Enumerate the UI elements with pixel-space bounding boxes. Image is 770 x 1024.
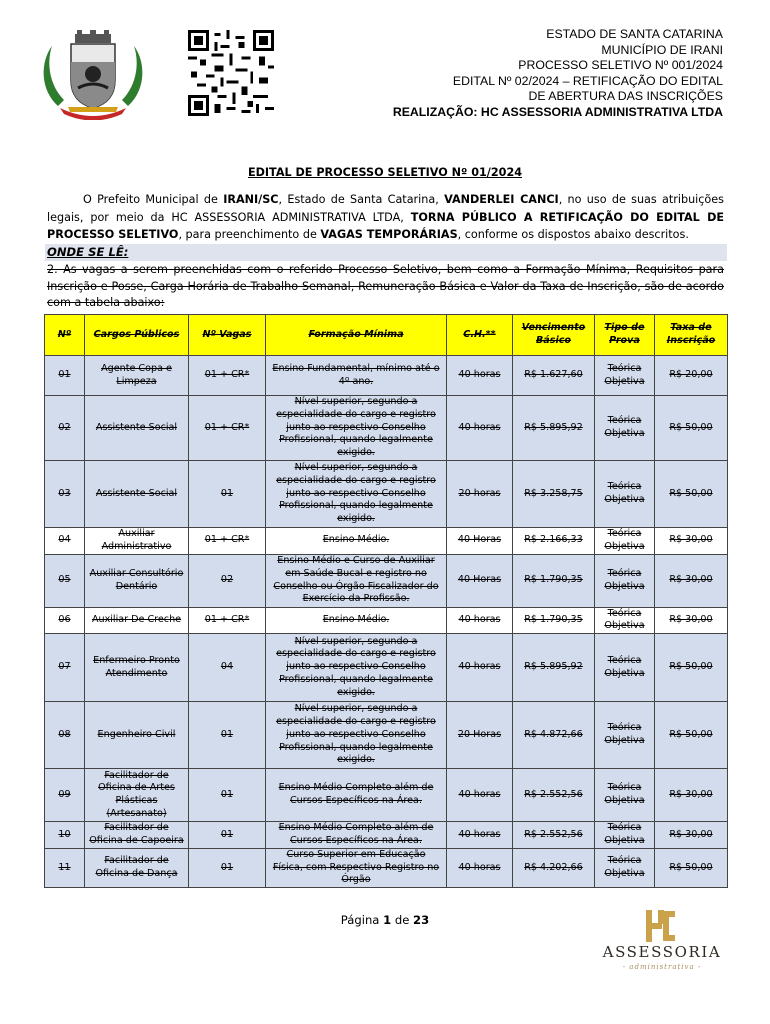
cell-formacao: Ensino Médio. xyxy=(266,607,447,634)
cell-vencimento: R$ 1.790,35 xyxy=(513,554,595,607)
intro-text: , no uso de suas atribuições legais, por meio da HC ASSESSORIA ADMINISTRATIVA LTDA, xyxy=(47,193,724,224)
cell-vagas: 01 + CR* xyxy=(189,528,266,555)
cell-formacao: Nível superior, segundo a especialidade do cargo e registro junto ao respectivo Conselho Profissional, quando legalmente exigido. xyxy=(266,702,447,769)
intro-text: , conforme os dispostos abaixo descritos. xyxy=(457,228,689,241)
vagas-table xyxy=(44,314,728,888)
cell-formacao: Nível superior, segundo a especialidade do cargo e registro junto ao respectivo Conselho Profissional, quando legalmente exigido. xyxy=(266,634,447,702)
cell-cargo: Assistente Social xyxy=(85,396,189,461)
cell-numero: 07 xyxy=(45,634,85,702)
document-header xyxy=(393,27,723,120)
item-2-paragraph: 2. As vagas a serem preenchidas com o referido Processo Seletivo, bem como a Formação Mínima, Requisitos para Inscrição e Posse, Carga Horária de Trabalho Semanal, Remuneração Básica e Valor da Taxa de Inscrição, são de acordo com a tabela abaixo: xyxy=(47,263,724,309)
cell-tipo-prova: Teórica Objetiva xyxy=(595,634,655,702)
cell-formacao: Nível superior, segundo a especialidade do cargo e registro junto ao respectivo Conselho Profissional, quando legalmente exigido. xyxy=(266,396,447,461)
intro-mayor: VANDERLEI CANCI xyxy=(444,193,559,206)
table-row xyxy=(45,396,728,461)
cell-numero: 04 xyxy=(45,528,85,555)
cell-tipo-prova: Teórica Objetiva xyxy=(595,396,655,461)
header-cell-numero: Nº xyxy=(45,315,85,356)
cell-cargo: Enfermeiro Pronto Atendimento xyxy=(85,634,189,702)
cell-taxa: R$ 50,00 xyxy=(655,396,728,461)
table-row xyxy=(45,554,728,607)
intro-announcement: TORNA PÚBLICO A RETIFICAÇÃO DO EDITAL DE PROCESSO SELETIVO xyxy=(47,210,724,241)
cell-taxa: R$ 50,00 xyxy=(655,634,728,702)
municipal-crest-emblem xyxy=(38,28,148,120)
cell-taxa: R$ 30,00 xyxy=(655,769,728,822)
cell-cargo: Facilitador de Oficina de Capoeira xyxy=(85,822,189,849)
cell-ch: 40 Horas xyxy=(447,528,513,555)
header-process: PROCESSO SELETIVO Nº 001/2024 xyxy=(518,58,723,72)
cell-vagas: 04 xyxy=(189,634,266,702)
cell-taxa: R$ 30,00 xyxy=(655,554,728,607)
table-row xyxy=(45,528,728,555)
cell-ch: 40 horas xyxy=(447,848,513,887)
header-municipality: MUNICÍPIO DE IRANI xyxy=(601,42,723,57)
table-row xyxy=(45,634,728,702)
cell-vagas: 01 xyxy=(189,702,266,769)
table-row xyxy=(45,607,728,634)
cell-vencimento: R$ 5.895,92 xyxy=(513,396,595,461)
cell-vencimento: R$ 1.627,60 xyxy=(513,356,595,396)
cell-ch: 40 horas xyxy=(447,607,513,634)
cell-numero: 06 xyxy=(45,607,85,634)
cell-numero: 03 xyxy=(45,461,85,528)
table-row xyxy=(45,822,728,849)
cell-numero: 05 xyxy=(45,554,85,607)
cell-ch: 20 horas xyxy=(447,461,513,528)
cell-numero: 11 xyxy=(45,848,85,887)
page-total: 23 xyxy=(413,913,430,927)
cell-cargo: Auxiliar Administrativo xyxy=(85,528,189,555)
cell-taxa: R$ 50,00 xyxy=(655,461,728,528)
cell-taxa: R$ 30,00 xyxy=(655,607,728,634)
intro-text: , Estado de Santa Catarina, xyxy=(278,193,445,206)
cell-numero: 01 xyxy=(45,356,85,396)
cell-vagas: 01 + CR* xyxy=(189,356,266,396)
header-cell-vencimento: Vencimento Básico xyxy=(513,315,595,356)
cell-tipo-prova: Teórica Objetiva xyxy=(595,769,655,822)
cell-ch: 40 horas xyxy=(447,769,513,822)
cell-cargo: Engenheiro Civil xyxy=(85,702,189,769)
table-row xyxy=(45,769,728,822)
cell-tipo-prova: Teórica Objetiva xyxy=(595,528,655,555)
cell-vencimento: R$ 5.895,92 xyxy=(513,634,595,702)
cell-ch: 40 horas xyxy=(447,634,513,702)
cell-vencimento: R$ 2.552,56 xyxy=(513,822,595,849)
intro-text: , para preenchimento de xyxy=(178,228,321,241)
cell-vagas: 01 xyxy=(189,461,266,528)
cell-vencimento: R$ 1.790,35 xyxy=(513,607,595,634)
table-row xyxy=(45,702,728,769)
header-state: ESTADO DE SANTA CATARINA xyxy=(546,27,723,41)
cell-formacao: Ensino Médio Completo além de Cursos Específicos na Área. xyxy=(266,822,447,849)
header-cell-vagas: Nº Vagas xyxy=(189,315,266,356)
cell-vagas: 01 + CR* xyxy=(189,607,266,634)
cell-formacao: Curso Superior em Educação Física, com Respectivo Registro no Órgão xyxy=(266,848,447,887)
header-cell-cargos: Cargos Públicos xyxy=(85,315,189,356)
cell-tipo-prova: Teórica Objetiva xyxy=(595,554,655,607)
cell-taxa: R$ 30,00 xyxy=(655,528,728,555)
table-body xyxy=(45,356,728,888)
page-label-mid: de xyxy=(391,913,414,927)
cell-cargo: Auxiliar Consultório Dentário xyxy=(85,554,189,607)
cell-tipo-prova: Teórica Objetiva xyxy=(595,848,655,887)
header-cell-ch: C.H.** xyxy=(447,315,513,356)
cell-tipo-prova: Teórica Objetiva xyxy=(595,822,655,849)
cell-ch: 40 horas xyxy=(447,356,513,396)
qr-code[interactable] xyxy=(188,30,274,116)
cell-cargo: Agente Copa e Limpeza xyxy=(85,356,189,396)
cell-cargo: Auxiliar De Creche xyxy=(85,607,189,634)
cell-vagas: 02 xyxy=(189,554,266,607)
header-edital-cont: DE ABERTURA DAS INSCRIÇÕES xyxy=(528,89,723,103)
cell-taxa: R$ 20,00 xyxy=(655,356,728,396)
cell-numero: 09 xyxy=(45,769,85,822)
cell-cargo: Assistente Social xyxy=(85,461,189,528)
cell-formacao: Ensino Médio. xyxy=(266,528,447,555)
intro-vagas: VAGAS TEMPORÁRIAS xyxy=(320,228,458,241)
cell-ch: 20 Horas xyxy=(447,702,513,769)
cell-formacao: Ensino Médio Completo além de Cursos Específicos na Área. xyxy=(266,769,447,822)
cell-vencimento: R$ 2.166,33 xyxy=(513,528,595,555)
cell-formacao: Ensino Fundamental, mínimo até o 4º ano. xyxy=(266,356,447,396)
hc-logo-icon xyxy=(642,906,678,946)
cell-ch: 40 Horas xyxy=(447,554,513,607)
page-current: 1 xyxy=(383,913,392,927)
cell-cargo: Facilitador de Oficina de Dança xyxy=(85,848,189,887)
cell-vencimento: R$ 4.872,66 xyxy=(513,702,595,769)
cell-taxa: R$ 50,00 xyxy=(655,702,728,769)
cell-tipo-prova: Teórica Objetiva xyxy=(595,461,655,528)
cell-numero: 10 xyxy=(45,822,85,849)
cell-formacao: Nível superior, segundo a especialidade do cargo e registro junto ao respectivo Conselho Profissional, quando legalmente exigido. xyxy=(266,461,447,528)
table-row xyxy=(45,848,728,887)
cell-vagas: 01 xyxy=(189,769,266,822)
cell-vencimento: R$ 3.258,75 xyxy=(513,461,595,528)
cell-vagas: 01 xyxy=(189,848,266,887)
header-cell-formacao: Formação Mínima xyxy=(266,315,447,356)
table-row xyxy=(45,461,728,528)
header-realization: REALIZAÇÃO: HC ASSESSORIA ADMINISTRATIVA LTDA xyxy=(392,104,723,119)
header-edital: EDITAL Nº 02/2024 – RETIFICAÇÃO DO EDITAL xyxy=(452,73,723,88)
header-cell-taxa: Taxa de Inscrição xyxy=(655,315,728,356)
cell-ch: 40 horas xyxy=(447,822,513,849)
cell-formacao: Ensino Médio e Curso de Auxiliar em Saúde Bucal e registro no Conselho ou Órgão Fiscalizador do Exercício da Profissão. xyxy=(266,554,447,607)
table-row xyxy=(45,356,728,396)
onde-se-le-heading: ONDE SE LÊ: xyxy=(45,244,727,261)
page-label: Página xyxy=(340,913,384,927)
cell-ch: 40 horas xyxy=(447,396,513,461)
cell-vagas: 01 xyxy=(189,822,266,849)
cell-cargo: Facilitador de Oficina de Artes Plásticas (Artesanato) xyxy=(85,769,189,822)
cell-vencimento: R$ 2.552,56 xyxy=(513,769,595,822)
cell-taxa: R$ 30,00 xyxy=(655,822,728,849)
cell-tipo-prova: Teórica Objetiva xyxy=(595,356,655,396)
intro-text: O Prefeito Municipal de xyxy=(83,193,224,206)
logo-name: ASSESSORIA xyxy=(602,943,722,961)
cell-taxa: R$ 50,00 xyxy=(655,848,728,887)
cell-vagas: 01 + CR* xyxy=(189,396,266,461)
cell-numero: 08 xyxy=(45,702,85,769)
logo-subtitle: - administrativa - xyxy=(622,963,702,971)
intro-paragraph xyxy=(47,191,724,244)
cell-tipo-prova: Teórica Objetiva xyxy=(595,702,655,769)
header-cell-tipo-prova: Tipo de Prova xyxy=(595,315,655,356)
intro-city: IRANI/SC xyxy=(223,193,279,206)
edital-title: EDITAL DE PROCESSO SELETIVO Nº 01/2024 xyxy=(247,166,523,179)
cell-vencimento: R$ 4.202,66 xyxy=(513,848,595,887)
cell-tipo-prova: Teórica Objetiva xyxy=(595,607,655,634)
cell-numero: 02 xyxy=(45,396,85,461)
table-header-row xyxy=(45,315,728,356)
